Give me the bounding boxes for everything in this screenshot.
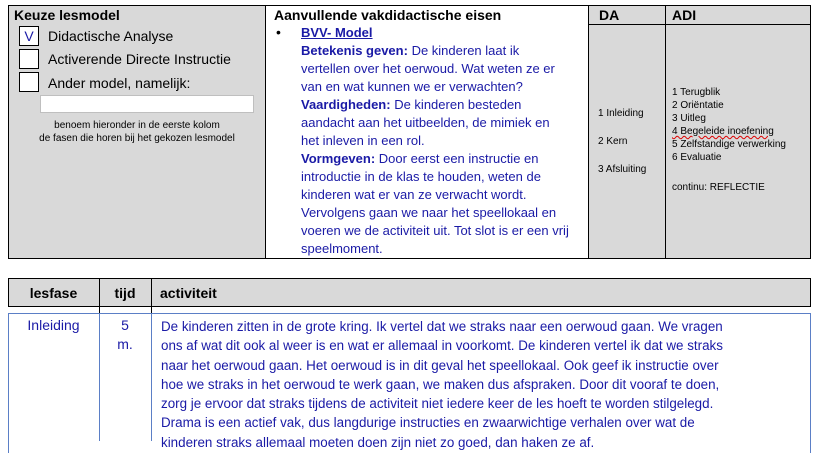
adi-item-zelfstandige-verwerking: 5 Zelfstandige verwerking (672, 139, 786, 150)
ander-model-checkbox[interactable] (19, 72, 39, 92)
betekenis-text: De kinderen laat ik vertellen over het oerwoud. Wat weten ze er van en wat kunnen we er verwachten? (301, 43, 555, 94)
ander-model-input[interactable] (40, 95, 254, 113)
bvv-model-text (301, 24, 571, 258)
keuze-lesmodel-header: Keuze lesmodel (14, 7, 120, 23)
lesfase-header: lesfase (29, 285, 78, 301)
adi-item-orientatie: 2 Oriëntatie (672, 100, 724, 111)
tijd-header: tijd (114, 285, 136, 301)
activiteit-line: zorg je ervoor dat straks tijdens de activiteit niet iedere keer de les hoeft te worden stilgelegd. (161, 396, 714, 412)
vakdidactische-eisen-header: Aanvullende vakdidactische eisen (274, 7, 502, 23)
bullet-icon: • (276, 24, 281, 40)
da-cell (588, 5, 666, 259)
adi-item-evaluatie: 6 Evaluatie (672, 152, 722, 163)
betekenis-label: Betekenis geven: (301, 43, 408, 58)
vaardigheden-text: De kinderen besteden aandacht aan het uitbeelden, de mimiek en het inleven in een rol. (301, 97, 550, 148)
da-item-kern: 2 Kern (598, 136, 628, 147)
activiteit-line: naar het oerwoud gaan. Het oerwoud is in dit geval het speellokaal. Ook geef ik instructie over (161, 357, 719, 373)
lesmodel-note-line1: benoem hieronder in de eerste kolom (54, 120, 220, 131)
didactische-analyse-label: Didactische Analyse (48, 28, 174, 44)
adi-checkbox[interactable] (19, 49, 39, 69)
da-header: DA (599, 7, 620, 23)
didactische-analyse-checkbox[interactable]: V (19, 26, 39, 46)
adi-item-terugblik: 1 Terugblik (672, 87, 721, 98)
adi-item-begeleide-inoefening: 4 Begeleide inoefening (672, 126, 774, 137)
lesmodel-note-line2: de fasen die horen bij het gekozen lesmodel (39, 133, 235, 144)
vormgeven-text: Door eerst een instructie en introductie in de klas te houden, weten de kinderen wat er van ze verwacht wordt. Vervolgens gaan we naar het speellokaal en voeren we de activiteit uit. Tot slot is er een vrij speelmoment. (301, 151, 569, 256)
da-item-afsluiting: 3 Afsluiting (598, 164, 647, 175)
activiteit-line: De kinderen zitten in de grote kring. Ik vertel dat we straks naar een oerwoud gaan. We vragen (161, 319, 723, 334)
tijd-cell-number: 5 (121, 317, 129, 333)
bvv-model-title: BVV- Model (301, 25, 373, 40)
adi-continu-reflectie: continu: REFLECTIE (672, 182, 765, 193)
activiteit-line: ons af wat dit ook al weer is en wat er allemaal in voorkomt. De kinderen vertel ik dat we straks (161, 338, 723, 354)
activiteit-line: hoe we straks in het oerwoud te werk gaan, we maken dus afspraken. Door dit vooraf te doen, (161, 376, 720, 392)
activiteit-line: Drama is een actief vak, dus langdurige instructies en zwaarwichtige verhalen over wat de (161, 415, 695, 431)
vormgeven-label: Vormgeven: (301, 151, 376, 166)
activiteit-header: activiteit (160, 285, 217, 301)
vaardigheden-label: Vaardigheden: (301, 97, 391, 112)
adi-item-uitleg: 3 Uitleg (672, 113, 706, 124)
lesfase-cell: Inleiding (27, 317, 80, 333)
adi-label: Activerende Directe Instructie (48, 51, 231, 67)
ander-model-label: Ander model, namelijk: (48, 75, 191, 91)
activiteit-cell (161, 317, 809, 452)
tijd-cell-unit: m. (117, 336, 133, 352)
row-divider-2 (151, 313, 152, 441)
adi-header: ADI (672, 7, 697, 23)
activiteit-line: kinderen straks allemaal moeten doen zijn niet zo goed, dan haken ze af. (161, 434, 595, 450)
da-item-inleiding: 1 Inleiding (598, 108, 644, 119)
